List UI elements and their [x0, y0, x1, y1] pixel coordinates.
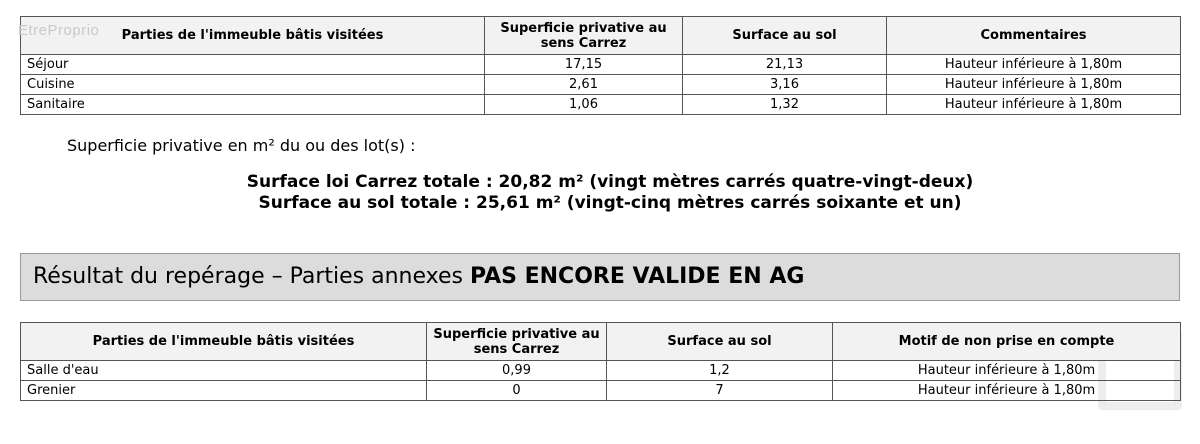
sol-total: Surface au sol totale : 25,61 m² (vingt-cinq mètres carrés soixante et un): [258, 193, 962, 213]
cell-carrez: 2,61: [485, 75, 683, 95]
table-header-row: [21, 323, 1181, 361]
table-row: [21, 75, 1181, 95]
cell-sol: 1,32: [683, 95, 887, 115]
carrez-total: Surface loi Carrez totale : 20,82 m² (vingt mètres carrés quatre-vingt-deux): [246, 172, 974, 192]
cell-comment: Hauteur inférieure à 1,80m: [887, 55, 1181, 75]
annexes-table: [20, 322, 1181, 401]
cell-sol: 1,2: [607, 361, 833, 381]
cell-comment: Hauteur inférieure à 1,80m: [887, 95, 1181, 115]
table-row: [21, 55, 1181, 75]
cell-sol: 21,13: [683, 55, 887, 75]
cell-motif: Hauteur inférieure à 1,80m: [833, 361, 1181, 381]
cell-carrez: 17,15: [485, 55, 683, 75]
table-row: [21, 361, 1181, 381]
cell-comment: Hauteur inférieure à 1,80m: [887, 75, 1181, 95]
result-prefix: Résultat du repérage – Parties annexes: [33, 264, 470, 289]
result-banner: [20, 253, 1180, 301]
header-superficie-carrez: Superficie privative au sens Carrez: [485, 17, 683, 55]
header-parties: Parties de l'immeuble bâtis visitées: [21, 17, 485, 55]
cell-room: Salle d'eau: [21, 361, 427, 381]
cell-sol: 7: [607, 381, 833, 401]
result-highlight: PAS ENCORE VALIDE EN AG: [469, 264, 805, 289]
header-motif: Motif de non prise en compte: [833, 323, 1181, 361]
header-surface-sol: Surface au sol: [607, 323, 833, 361]
header-parties: Parties de l'immeuble bâtis visitées: [21, 323, 427, 361]
cell-room: Séjour: [21, 55, 485, 75]
table-header-row: [21, 17, 1181, 55]
rooms-table: [20, 16, 1181, 115]
header-commentaires: Commentaires: [887, 17, 1181, 55]
cell-carrez: 1,06: [485, 95, 683, 115]
header-superficie-carrez: Superficie privative au sens Carrez: [427, 323, 607, 361]
table-row: [21, 381, 1181, 401]
watermark-text: EtreProprio: [18, 22, 100, 39]
cell-sol: 3,16: [683, 75, 887, 95]
cell-carrez: 0,99: [427, 361, 607, 381]
header-surface-sol: Surface au sol: [683, 17, 887, 55]
table-row: [21, 95, 1181, 115]
cell-room: Sanitaire: [21, 95, 485, 115]
cell-motif: Hauteur inférieure à 1,80m: [833, 381, 1181, 401]
cell-room: Cuisine: [21, 75, 485, 95]
summary-intro: Superficie privative en m² du ou des lot(s) :: [67, 136, 416, 155]
cell-room: Grenier: [21, 381, 427, 401]
cell-carrez: 0: [427, 381, 607, 401]
